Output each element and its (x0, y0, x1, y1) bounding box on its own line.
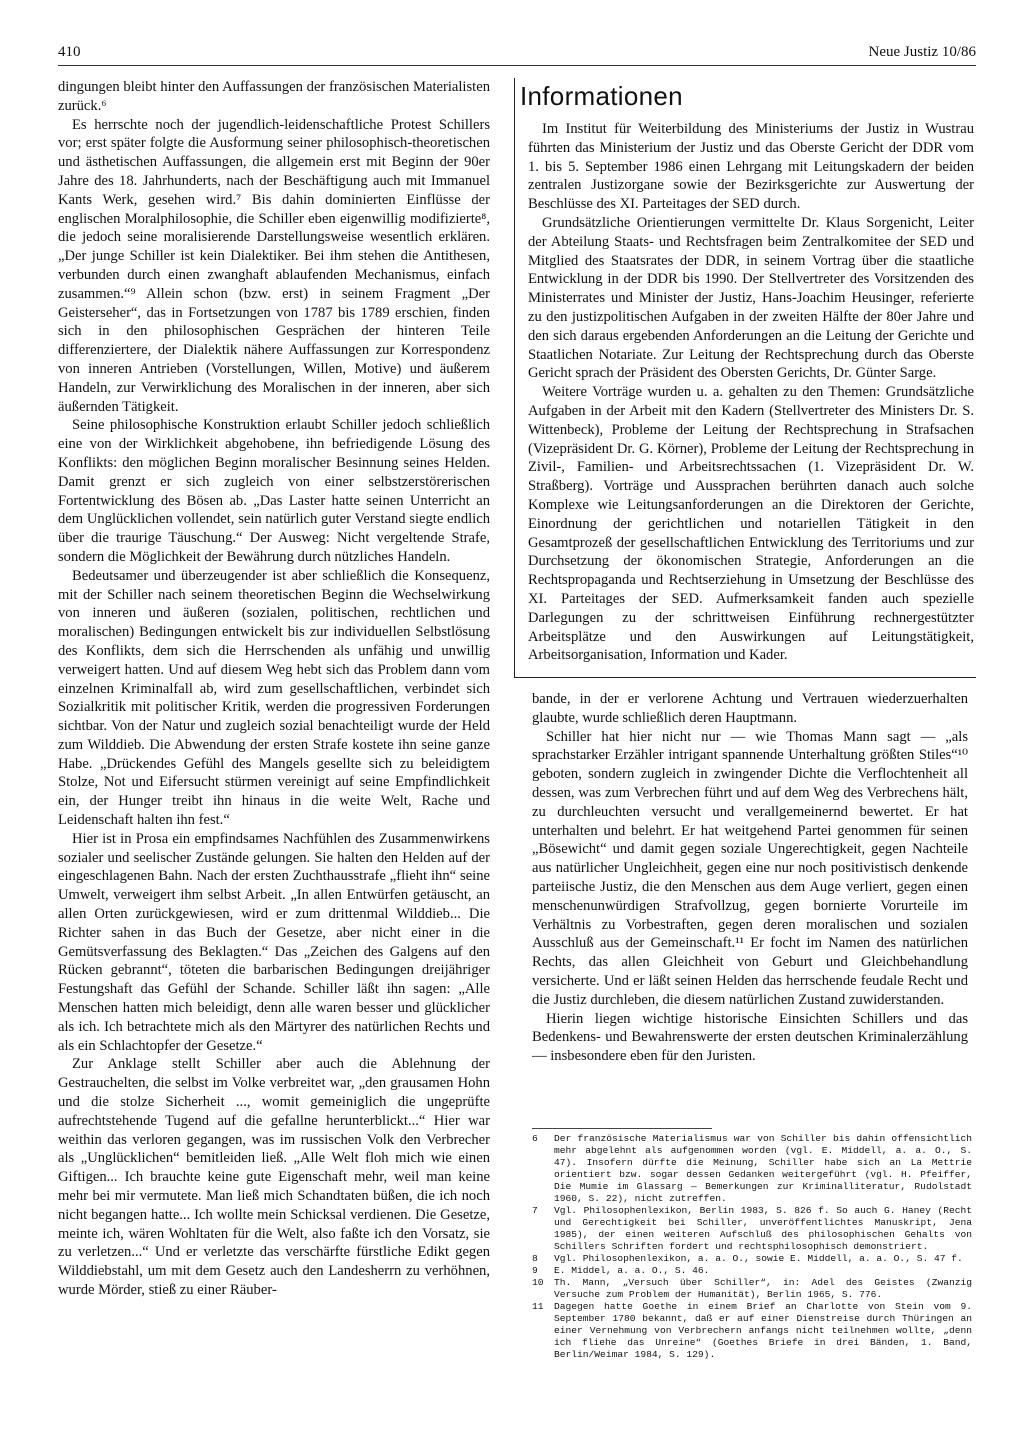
footnote (532, 1265, 972, 1277)
left-paragraph: dingungen bleibt hinter den Auffassungen der französischen Materialisten zurück.⁶ (58, 79, 490, 114)
footnote (532, 1253, 972, 1265)
footnotes (532, 1133, 972, 1361)
left-paragraph: Bedeutsamer und überzeugender ist aber schließlich die Konsequenz, mit der Schiller nach seinem theoretischen Beginn die Wechselwirkung von inneren und äußeren (sozialen, politischen, rechtlichen und moralischen) Bedingungen entwickelt bis zur individuellen Selbstlösung des Konflikts, dem sich die Herrschenden als unfähig und unwillig verweigert hatten. Und auf diesem Weg hebt sich das Problem dann vom einzelnen Kriminalfall ab, wird zum gesellschaftlichen, verbindet sich Sozialkritik mit politischer Kritik, werden die progressiven Forderungen sichtbar. Von der Natur und zugleich sozial benachteiligt wurde der Held zum Wilddieb. Die Abwendung der ersten Strafe kostete ihn seine ganze Habe. „Drückendes Gefühl des Mangels gesellte sich zu beleidigtem Stolze, Not und Eifersucht stürmen vereinigt auf seine Empfindlichkeit ein, der Hunger treibt ihn hinaus in die weite Welt, Rache und Leidenschaft halten ihn fest.“ (58, 567, 490, 829)
footnote (532, 1301, 972, 1361)
footnote-number: 9 (532, 1265, 538, 1276)
page-number: 410 (58, 44, 81, 60)
footnote-text: E. Middel, a. a. O., S. 46. (554, 1265, 710, 1276)
left-paragraph: Es herrschte noch der jugendlich-leidenschaftliche Protest Schillers vor; erst später folgte die Ausformung seiner philosophisch-theoretischen und ästhetischen Auffassungen, die allgemein erst mit Beginn der 90er Jahre des 18. Jahrhunderts, nach der Beschäftigung auch mit Immanuel Kants Werk, gesehen wird.⁷ Bis dahin dominierten Einflüsse der englischen Moralphilosophie, die Schiller eben eigenwillig modifizierte⁸, die jedoch seine moralisierende Darstellungsweise wesentlich erklären. „Der junge Schiller ist kein Dialektiker. Bei ihm stehen die Antithesen, verbunden durch einen zwanghaft ablaufenden Mechanismus, einfach zusammen.“⁹ Allein schon (bzw. erst) in seinem Fragment „Der Geisterseher“, das in Fortsetzungen von 1787 bis 1789 erschien, finden sich in den philosophischen Gesprächen der hinteren Teile differenziertere, der Dialektik nähere Auffassungen zur Korrespondenz von inneren Antrieben (Vorstellungen, Willen, Motive) und äußerem Handeln, zur Verwirklichung des Moralischen in der inneren, aber sich äußernden Tätigkeit. (58, 116, 490, 415)
footnote (532, 1205, 972, 1253)
footnote-number: 10 (532, 1277, 544, 1288)
footnote-text: Vgl. Philosophenlexikon, Berlin 1983, S. 826 f. So auch G. Haney (Recht und Gerechtigkeit bei Schiller, unveröffentlichtes Manuskript, Jena 1985), der einen weiteren Aufschluß des philosophischen Gehalts von Schillers Schriften fordert und rechtsphilosophisch demonstriert. (554, 1205, 972, 1252)
left-paragraph: Seine philosophische Konstruktion erlaubt Schiller jedoch schließlich eine von der Wirklichkeit abgehobene, ihn befriedigende Lösung des Konflikts: den möglichen Beginn moralischer Besinnung seines Helden. Damit grenzt er sich zugleich von einer selbstzerstörerischen Fortentwicklung des Bösen ab. „Das Laster hatte seinen Unterricht an dem Unglücklichen vollendet, sein natürlich guter Verstand siegte endlich über die traurige Täuschung.“ Der Ausweg: Nicht vergeltende Strafe, sondern die Möglichkeit der Bewährung durch nützliches Handeln. (58, 417, 490, 565)
left-column (58, 78, 490, 1300)
footnote-number: 8 (532, 1253, 538, 1264)
right-paragraph: Hierin liegen wichtige historische Einsichten Schillers und das Bedenkens- und Bewahrenswerte der ersten deutschen Kriminalerzählung — insbesondere eben für den Juristen. (532, 1010, 968, 1065)
left-paragraph: Hier ist in Prosa ein empfindsames Nachfühlen des Zusammenwirkens sozialer und seelischer Zustände gelungen. Sie halten den Helden auf der eingeschlagenen Bahn. Nach der ersten Zuchthausstrafe „flieht ihn“ seine Umwelt, verweigert ihm selbst Arbeit. „In allen Entwürfen getäuscht, an allen Orten zurückgewiesen, wird er zum drittenmal Wilddieb... Die Richter sahen in das Buch der Gesetze, aber nicht einer in die Gemütsverfassung des Beklagten.“ Das „Zeichen des Galgens auf den Rücken gebrannt“, töteten die barbarischen Bedingungen dreijähriger Festungshaft das Gefühl der Schande. Schiller läßt ihn sagen: „Alle Menschen hatten mich beleidigt, denn alle waren besser und glücklicher als ich. Ich betrachtete mich als den Märtyrer des natürlichen Rechts und als ein Schlachtopfer der Gesetze.“ (58, 830, 490, 1054)
footnote (532, 1277, 972, 1301)
info-section (528, 120, 974, 665)
footnote (532, 1133, 972, 1205)
header-rule (58, 65, 976, 66)
footnote-number: 7 (532, 1205, 538, 1216)
section-title: Informationen (520, 81, 683, 111)
journal-issue: Neue Justiz 10/86 (868, 44, 976, 60)
right-column (532, 690, 968, 1066)
footnote-text: Dagegen hatte Goethe in einem Brief an Charlotte von Stein vom 9. September 1780 bekannt, daß er auf einer Dienstreise durch Thüringen an einer Vernehmung von Verbrechern anfangs nicht teilnehmen wollte, „denn ich fliehe das Unreine“ (Goethes Briefe in drei Bänden, 1. Band, Berlin/Weimar 1984, S. 129). (554, 1301, 972, 1360)
footnote-number: 11 (532, 1301, 544, 1312)
footnote-text: Der französische Materialismus war von Schiller bis dahin offensichtlich mehr abgelehnt als aufgenommen worden (vgl. E. Middell, a. a. O., S. 47). Insofern dürfte die Meinung, Schiller habe sich an La Mettrie orientiert bzw. sogar dessen Gedanken weitergeführt (vgl. H. Pfeiffer, Die Mumie im Glassarg — Bemerkungen zur Kriminalliteratur, Rudolstadt 1960, S. 22), nicht zutreffen. (554, 1133, 972, 1204)
footnote-number: 6 (532, 1133, 538, 1144)
right-paragraph: bande, in der er verlorene Achtung und Vertrauen wiederzuerhalten glaubte, wurde schließlich deren Hauptmann. (532, 691, 968, 726)
info-paragraph: Weitere Vorträge wurden u. a. gehalten zu den Themen: Grundsätzliche Aufgaben in der Arbeit mit den Kadern (Stellvertreter des Ministers Dr. S. Wittenbeck), Probleme der Leitung der Rechtsprechung in Strafsachen (Vizepräsident Dr. G. Körner), Probleme der Leitung der Rechtsprechung in Zivil-, Familien- und Arbeitsrechtssachen (1. Vizepräsident Dr. W. Straßberg). Vorträge und Aussprachen berührten danach auch solche Komplexe wie Leitungsanforderungen an die Direktoren der Gerichte, Einordnung der gerichtlichen und notariellen Tätigkeit in den Gesamtprozeß der gesellschaftlichen Entwicklung des Territoriums und zur Durchsetzung der ökonomischen Strategie, Anforderungen an die Rechtspropaganda und Rechtserziehung in Umsetzung der Beschlüsse des XI. Parteitages der SED. Aufmerksamkeit fanden auch spezielle Darlegungen zu der schrittweisen Einführung rechnergestützter Arbeitsplätze und den Auswirkungen auf Leitungstätigkeit, Arbeitsorganisation, Information und Kader. (528, 384, 974, 664)
right-paragraph: Schiller hat hier nicht nur — wie Thomas Mann sagt — „als sprachstarker Erzähler intrigant spannende Unterhaltung größten Stiles“¹⁰ geboten, sondern zugleich in zwingender Dichte die Verflochtenheit all dessen, was zum Verbrechen führt und auf dem Weg des Verbrechens hält, zu durchleuchten versucht und verallgemeinernd bewertet. Er hat unterhalten und belehrt. Er hat weitgehend Partei genommen für seinen „Bösewicht“ und damit gegen soziale Ungerechtigkeit, gegen Nachteile aus natürlicher Ungleichheit, gegen eine nur noch positivistisch denkende parteiische Justiz, die den Menschen aus dem Auge verliert, gegen einen menschenunwürdigen Strafvollzug, gegen bornierte Vorurteile im Verhältnis zu Vorbestraften, gegen deren moralischen und sozialen Ausschluß aus der Gemeinschaft.¹¹ Er focht im Namen des natürlichen Rechts, das allen Gleichheit von Geburt und Gleichbehandlung versicherte. Und er läßt seinen Helden das herrschende feudale Recht und die Justiz durchleben, die diesem natürlichen Zustand zuwiderstanden. (532, 728, 968, 1008)
info-paragraph: Grundsätzliche Orientierungen vermittelte Dr. Klaus Sorgenicht, Leiter der Abteilung Staats- und Rechtsfragen beim Zentralkomitee der SED und Mitglied des Staatsrates der DDR, in seinem Vortrag über die staatliche Entwicklung in der DDR bis 1990. Der Stellvertreter des Vorsitzenden des Ministerrates und Minister der Justiz, Hans-Joachim Heusinger, referierte zu den justizpolitischen Aufgaben in der zweiten Hälfte der 80er Jahre und den sich daraus ergebenden Anforderungen an die Leitung der Gerichte und Staatlichen Notariate. Zur Leitung der Rechtsprechung durch das Oberste Gericht sprach der Präsident des Obersten Gerichts, Dr. Günter Sarge. (528, 214, 974, 382)
footnote-text: Vgl. Philosophenlexikon, a. a. O., sowie E. Middell, a. a. O., S. 47 f. (554, 1253, 963, 1264)
footnote-text: Th. Mann, „Versuch über Schiller“, in: Adel des Geistes (Zwanzig Versuche zum Problem der Humanität), Berlin 1965, S. 776. (554, 1277, 972, 1300)
left-paragraph: Zur Anklage stellt Schiller aber auch die Ablehnung der Gestrauchelten, die selbst im Volke verbreitet war, „den grausamen Hohn und die stolze Sicherheit ..., womit gemeiniglich die ungeprüfte aufrechtstehende Tugend auf die gefallne herunterblickt...“ Hier war weithin das verloren gegangen, was im russischen Volk den Verbrecher als „Unglücklichen“ bemitleiden ließ. „Alle Welt floh mich wie einen Giftigen... Ich brauchte keine gute Eigenschaft mehr, weil man keine mehr bei mir vermutete. Man ließ mich Schandtaten büßen, die ich noch nicht begangen hatte... Ich wollte mein Schicksal verdienen. Die Gesetze, meinte ich, wären Wohltaten für die Welt, also faßte ich den Vorsatz, sie zu verletzen...“ Und er verletzte das verschärfte fürstliche Edikt gegen Wilddiebstahl, um mit dem Gesetz auch den Landesherrn zu verhöhnen, wurde Mörder, stieß zu einer Räuber- (58, 1056, 490, 1298)
info-paragraph: Im Institut für Weiterbildung des Ministeriums der Justiz in Wustrau führten das Ministerium der Justiz und das Oberste Gericht der DDR vom 1. bis 5. September 1986 einen Lehrgang mit Leitungskadern der beiden zentralen Justizorgane sowie der Bezirksgerichte zur Auswertung der Beschlüsse des XI. Parteitages der SED durch. (528, 121, 974, 213)
footnote-rule (532, 1128, 712, 1129)
